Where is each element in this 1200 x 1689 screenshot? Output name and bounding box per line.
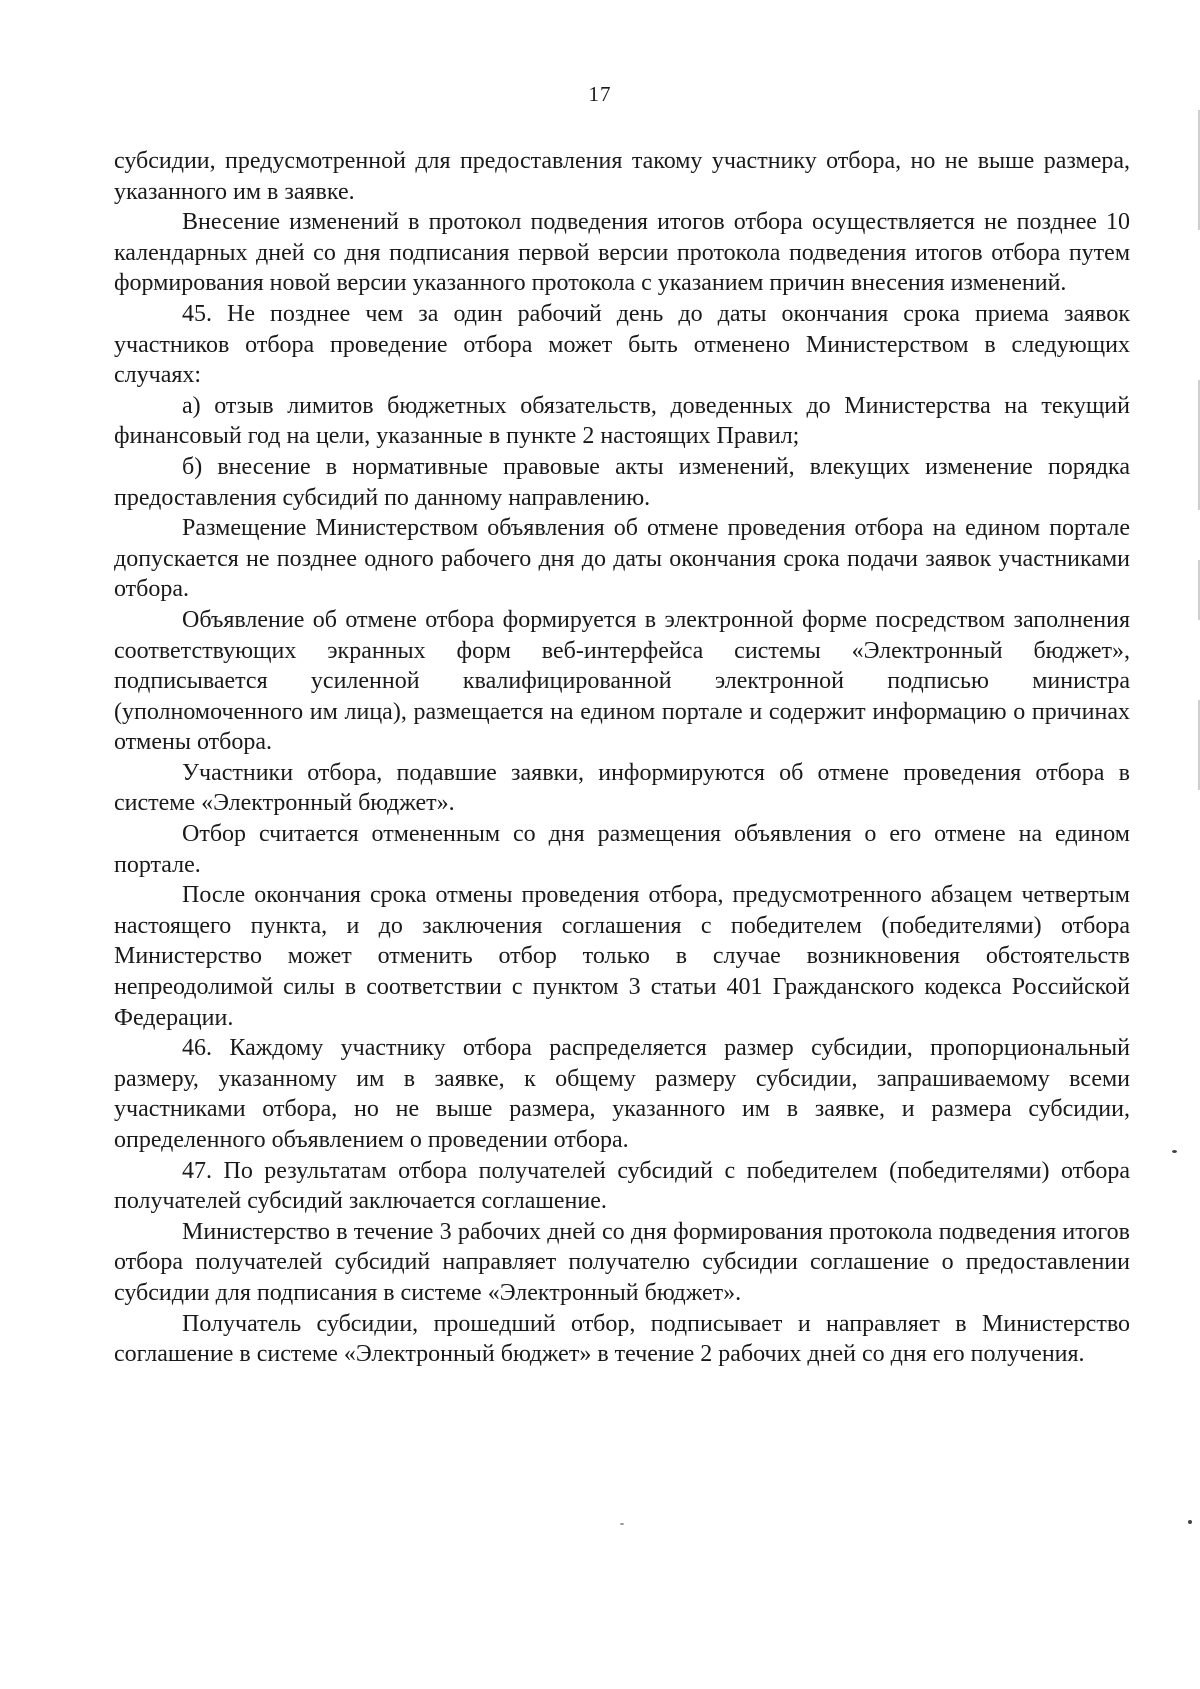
page-number: 17	[588, 82, 612, 106]
scan-speck	[1172, 1150, 1177, 1153]
paragraph-cancellation-announcement: Объявление об отмене отбора формируется в электронной форме посредством заполнения соответствующих экранных форм веб-интерфейса системы «Электронный бюджет», подписывается усиленной квалифицированной электронной подписью министра (уполномоченного им лица), размещается на едином портале и содержит информацию о причинах отмены отбора.	[114, 606, 1130, 756]
paragraph-clause-46: 46. Каждому участнику отбора распределяется размер субсидии, пропорциональный размеру, указанному им в заявке, к общему размеру субсидии, запрашиваемому всеми участниками отбора, но не выше размера, указанного им в заявке, и размера субсидии, определенного объявлением о проведении отбора.	[114, 1035, 1130, 1153]
paragraph-selection-cancelled: Отбор считается отмененным со дня размещения объявления о его отмене на едином портале.	[114, 821, 1130, 878]
paragraph-ministry-agreement: Министерство в течение 3 рабочих дней со дня формирования протокола подведения итогов отбора получателей субсидий направляет получателю субсидии соглашение о предоставлении субсидии для подписания в системе «Электронный бюджет».	[114, 1218, 1130, 1306]
paragraph-protocol-changes: Внесение изменений в протокол подведения итогов отбора осуществляется не позднее 10 календарных дней со дня подписания первой версии протокола подведения итогов отбора путем формирования новой версии указанного протокола с указанием причин внесения изменений.	[114, 209, 1130, 297]
scan-speck	[620, 1523, 624, 1525]
paragraph-participants-informed: Участники отбора, подавшие заявки, информируются об отмене проведения отбора в системе «Электронный бюджет».	[114, 759, 1130, 817]
paragraph-recipient-signs: Получатель субсидии, прошедший отбор, подписывает и направляет в Министерство соглашение в системе «Электронный бюджет» в течение 2 рабочих дней со дня его получения.	[114, 1310, 1130, 1368]
paragraph-clause-47: 47. По результатам отбора получателей субсидий с победителем (победителями) отбора получателей субсидий заключается соглашение.	[114, 1157, 1130, 1215]
paragraph-item-a: а) отзыв лимитов бюджетных обязательств, доведенных до Министерства на текущий финансовый год на цели, указанные в пункте 2 настоящих Правил;	[114, 392, 1130, 450]
paragraph-continuation: субсидии, предусмотренной для предоставления такому участнику отбора, но не выше размера, указанного им в заявке.	[114, 148, 1130, 205]
document-body	[114, 146, 1130, 1370]
paragraph-clause-45: 45. Не позднее чем за один рабочий день до даты окончания срока приема заявок участников отбора проведение отбора может быть отменено Министерством в следующих случаях:	[114, 300, 1130, 389]
paragraph-force-majeure: После окончания срока отмены проведения отбора, предусмотренного абзацем четвертым настоящего пункта, и до заключения соглашения с победителем (победителями) отбора Министерство может отменить отбор только в случае возникновения обстоятельств непреодолимой силы в соответствии с пунктом 3 статьи 401 Гражданского кодекса Российской Федерации.	[114, 882, 1130, 1031]
scan-speck	[1188, 1520, 1192, 1524]
paragraph-item-b: б) внесение в нормативные правовые акты изменений, влекущих изменение порядка предоставления субсидий по данному направлению.	[114, 453, 1130, 511]
paragraph-cancellation-placement: Размещение Министерством объявления об отмене проведения отбора на едином портале допускается не позднее одного рабочего дня до даты окончания срока подачи заявок участниками отбора.	[114, 515, 1130, 603]
